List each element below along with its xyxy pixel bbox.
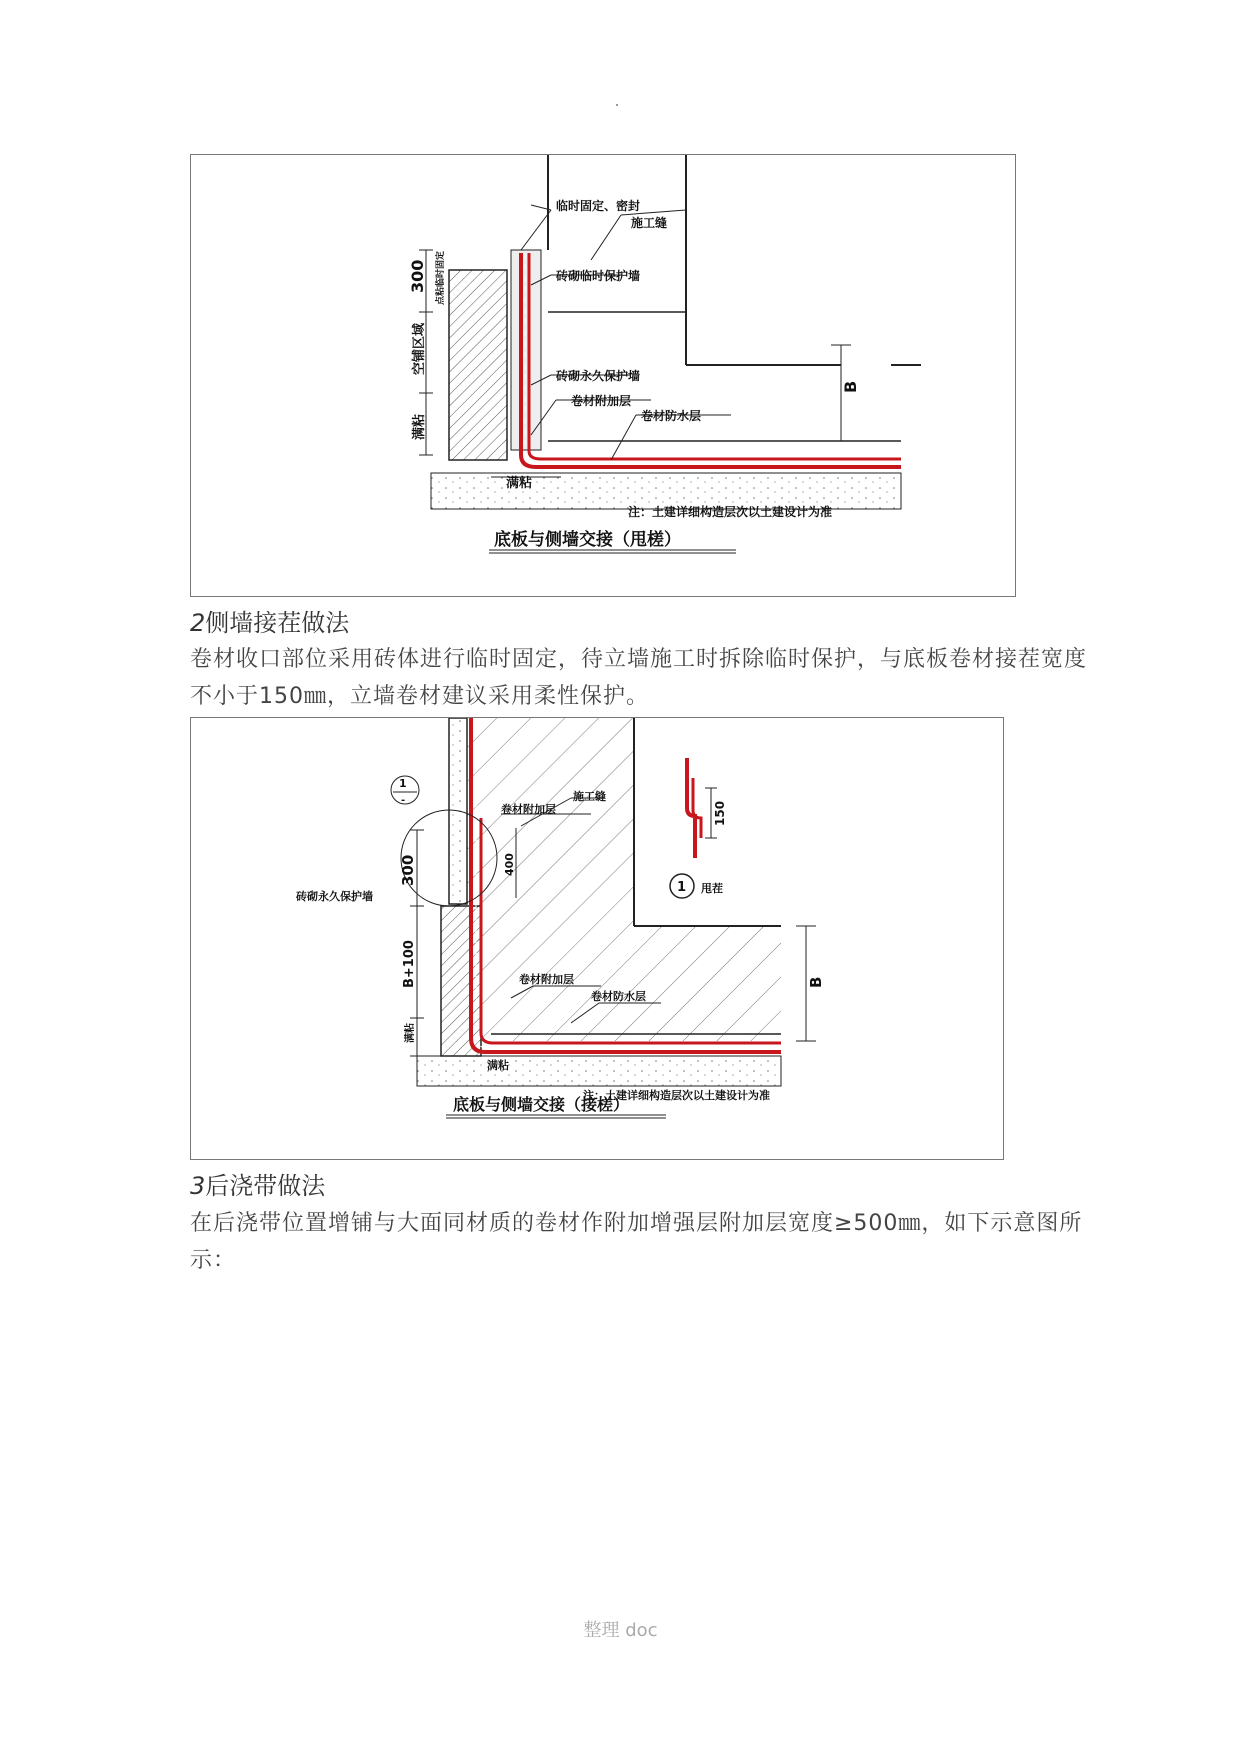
circle-ref-bottom: - [401, 795, 406, 806]
dim-b100: B+100 [402, 940, 417, 988]
label-full-stick-h: 满粘 [506, 476, 533, 491]
page-footer: 整理 doc [583, 1620, 658, 1641]
label-construction-joint-2: 施工缝 [573, 790, 606, 803]
section-2-paragraph: 卷材收口部位采用砖体进行临时固定，待立墙施工时拆除临时保护，与底板卷材接茬宽度不小于150㎜，立墙卷材建议采用柔性保护。 [190, 647, 1088, 709]
dim-300-fig2: 300 [399, 854, 417, 886]
label-temp-fix: 临时固定、密封 [556, 199, 641, 213]
figure-2-drawing [191, 718, 1003, 1159]
label-perm-wall-2: 砖砌永久保护墙 [296, 890, 373, 903]
dim-400: 400 [503, 853, 516, 876]
label-spot-fix: 点粘临时固定 [436, 250, 446, 305]
figure-2 [190, 717, 1004, 1160]
section-3-paragraph: 在后浇带位置增铺与大面同材质的卷材作附加增强层附加层宽度≥500㎜，如下示意图所示： [190, 1211, 1083, 1273]
section-2-heading [190, 603, 349, 638]
figure-1-drawing [191, 155, 1015, 596]
label-construction-joint: 施工缝 [631, 216, 668, 230]
label-full-stick-h-2: 满粘 [487, 1059, 509, 1072]
figure-1-note: 注：土建详细构造层次以土建设计为准 [628, 505, 833, 519]
label-waterproof-layer: 卷材防水层 [641, 409, 702, 423]
section-2-number: 2 [190, 609, 206, 637]
label-full-stick-v: 满粘 [412, 413, 427, 440]
figure-2-note: 注：土建详细构造层次以土建设计为准 [583, 1089, 770, 1102]
dim-300: 300 [408, 259, 427, 293]
label-waterproof-layer-2: 卷材防水层 [591, 990, 646, 1003]
dim-150: 150 [713, 800, 727, 826]
page-mark-dot [616, 104, 618, 106]
label-perm-wall: 砖砌永久保护墙 [556, 369, 641, 383]
section-2-title: 侧墙接茬做法 [205, 609, 350, 637]
label-empty-area: 空铺区域 [412, 322, 427, 375]
dim-b-fig2: B [807, 976, 825, 988]
detail-number: 1 [677, 880, 687, 895]
circle-ref-top: 1 [399, 777, 407, 790]
label-additional-layer-2: 卷材附加层 [519, 973, 574, 986]
label-full-stick-v-2: 满粘 [405, 1023, 416, 1043]
figure-1-caption: 底板与侧墙交接（甩槎） [494, 530, 681, 550]
dim-b: B [841, 380, 860, 393]
section-3-title: 后浇带做法 [205, 1172, 326, 1200]
section-3-heading [190, 1166, 325, 1201]
section-3-number: 3 [190, 1172, 206, 1200]
figure-1 [190, 154, 1016, 597]
label-additional-layer-top: 卷材附加层 [501, 803, 556, 816]
detail-label: 甩茬 [701, 882, 723, 895]
label-temp-wall: 砖砌临时保护墙 [556, 269, 641, 283]
label-additional-layer: 卷材附加层 [571, 394, 632, 408]
figure-2-caption: 底板与侧墙交接（接槎） [453, 1095, 630, 1114]
